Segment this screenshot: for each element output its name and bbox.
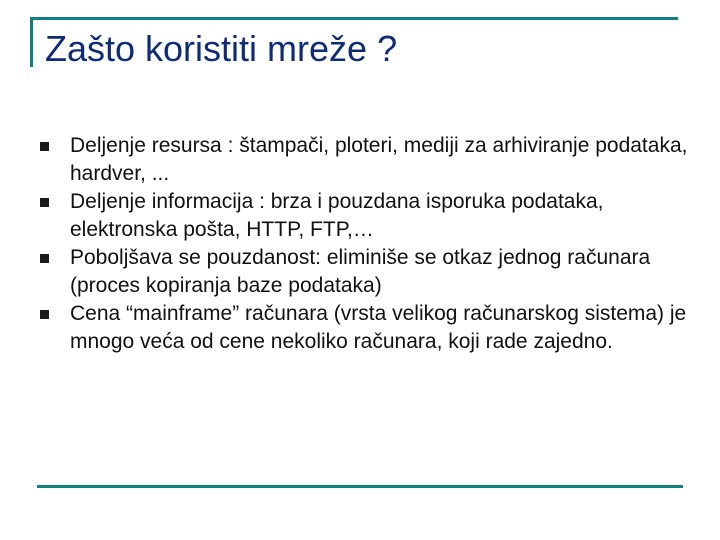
list-item [40, 244, 690, 300]
square-bullet-icon [40, 254, 49, 263]
bullet-text: Deljenje resursa : štampači, ploteri, mediji za arhiviranje podataka, hardver, ... [70, 134, 688, 185]
list-item [40, 188, 690, 244]
slide-title: Zašto koristiti mreže ? [45, 28, 398, 69]
list-item [40, 132, 690, 188]
list-item [40, 300, 690, 356]
square-bullet-icon [40, 142, 49, 151]
title-frame-top-line [30, 17, 678, 20]
bullet-text: Cena “mainframe” računara (vrsta velikog računarskog sistema) je mnogo veća od cene nekoliko računara, koji rade zajedno. [70, 302, 687, 353]
footer-divider-line [37, 485, 683, 488]
square-bullet-icon [40, 198, 49, 207]
title-frame-left-line [30, 17, 33, 67]
bullet-list [40, 132, 690, 356]
square-bullet-icon [40, 310, 49, 319]
bullet-text: Poboljšava se pouzdanost: eliminiše se otkaz jednog računara (proces kopiranja baze podataka) [70, 246, 651, 297]
bullet-text: Deljenje informacija : brza i pouzdana isporuka podataka, elektronska pošta, HTTP, FTP,… [70, 190, 604, 241]
